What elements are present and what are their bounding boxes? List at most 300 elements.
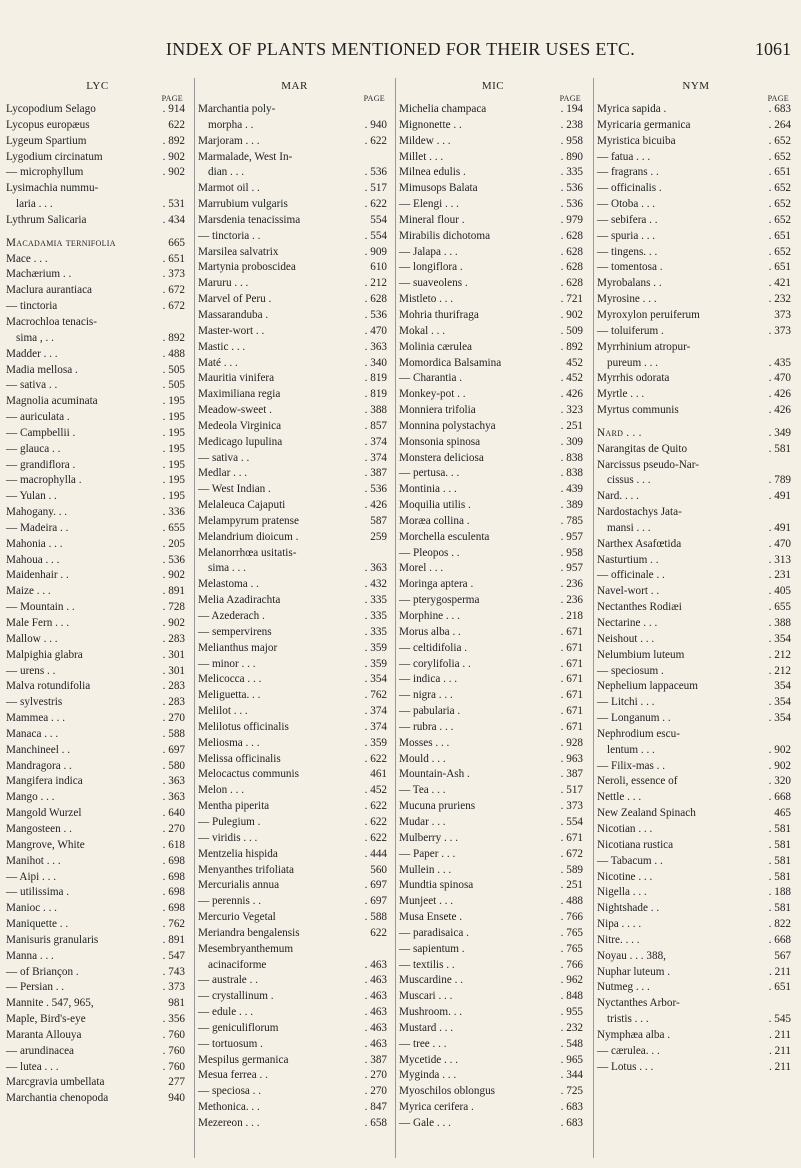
index-entry bbox=[597, 340, 795, 356]
entry-page: . 819 bbox=[364, 388, 387, 401]
entry-name: Melaleuca Cajaputi bbox=[198, 499, 286, 512]
index-entry bbox=[198, 878, 391, 894]
page-label: PAGE bbox=[559, 94, 581, 103]
entry-page: . 697 bbox=[162, 743, 185, 756]
entry-name: — glauca . . bbox=[6, 442, 61, 455]
entry-page: . 588 bbox=[162, 727, 185, 740]
index-entry bbox=[399, 989, 587, 1005]
entry-page: 465 bbox=[774, 807, 791, 820]
entry-name: Marsilea salvatrix bbox=[198, 245, 279, 258]
index-entry bbox=[399, 435, 587, 451]
entry-name: Melissa officinalis bbox=[198, 752, 281, 765]
entry-page: . 785 bbox=[560, 514, 583, 527]
index-entry bbox=[6, 1012, 189, 1028]
entry-name: Melianthus major bbox=[198, 641, 278, 654]
index-entry bbox=[198, 1005, 391, 1021]
entry-name: — tree . . . bbox=[399, 1037, 447, 1050]
entry-page: . 354 bbox=[768, 632, 791, 645]
entry-name: Molinia cærulea bbox=[399, 340, 473, 353]
entry-name: Melanorrhœa usitatis- bbox=[198, 546, 297, 559]
index-entry bbox=[597, 949, 795, 965]
entry-page: . 232 bbox=[560, 1021, 583, 1034]
index-entry bbox=[597, 727, 795, 743]
index-entry bbox=[6, 616, 189, 632]
entry-page: . 728 bbox=[162, 601, 185, 614]
index-entry bbox=[6, 1044, 189, 1060]
index-entry bbox=[198, 1053, 391, 1069]
index-entry bbox=[597, 584, 795, 600]
entry-name: Mountain-Ash . bbox=[399, 768, 470, 781]
entry-page: . 658 bbox=[364, 1117, 387, 1129]
entry-name: Milnea edulis . bbox=[399, 166, 466, 179]
entry-page: . 622 bbox=[364, 198, 387, 211]
entry-name: Muscari . . . bbox=[399, 990, 453, 1003]
entry-page: . 847 bbox=[364, 1101, 387, 1114]
index-entry bbox=[6, 394, 189, 410]
entry-name: Mullein . . . bbox=[399, 863, 452, 876]
entry-page: . 902 bbox=[162, 617, 185, 629]
index-entry bbox=[6, 118, 189, 134]
entry-page: 277 bbox=[168, 1076, 185, 1089]
entry-page: . 435 bbox=[768, 356, 791, 369]
entry-page: . 652 bbox=[768, 134, 791, 147]
entry-name: Maidenhair . . bbox=[6, 569, 69, 582]
entry-page: . 545 bbox=[768, 1013, 791, 1026]
index-entry bbox=[6, 134, 189, 150]
index-entry bbox=[597, 260, 795, 276]
entry-name: — pertusa. . . bbox=[399, 467, 460, 480]
entry-name: Myoschilos oblongus bbox=[399, 1085, 496, 1098]
entry-name: — tingens. . . bbox=[597, 245, 658, 258]
entry-page: . 463 bbox=[364, 1006, 387, 1019]
index-entry bbox=[6, 679, 189, 695]
page-label: PAGE bbox=[363, 94, 385, 103]
entry-name: Mandragora . . bbox=[6, 759, 72, 772]
index-entry bbox=[399, 799, 587, 815]
index-entry bbox=[198, 356, 391, 372]
entry-page: . 979 bbox=[560, 213, 583, 226]
index-entry bbox=[399, 704, 587, 720]
entry-page: 622 bbox=[168, 118, 185, 131]
entry-name: Myrobalans . . bbox=[597, 277, 662, 290]
entry-page: . 963 bbox=[560, 752, 583, 765]
entry-page: . 672 bbox=[162, 284, 185, 297]
index-entry bbox=[198, 1100, 391, 1116]
entry-name: Nicotine . . . bbox=[597, 870, 653, 883]
index-entry bbox=[198, 625, 391, 641]
entry-page: . 536 bbox=[364, 483, 387, 496]
index-entry bbox=[6, 790, 189, 806]
entry-page: . 251 bbox=[560, 419, 583, 432]
index-entry bbox=[597, 679, 795, 695]
index-entry bbox=[198, 736, 391, 752]
index-entry bbox=[6, 197, 189, 213]
entry-page: . 251 bbox=[560, 879, 583, 892]
entry-page: . 335 bbox=[560, 166, 583, 179]
entry-name: — grandiflora . bbox=[6, 458, 76, 471]
entry-name: Mundtia spinosa bbox=[399, 879, 474, 892]
index-entry bbox=[399, 546, 587, 562]
index-entry bbox=[399, 926, 587, 942]
index-entry bbox=[198, 831, 391, 847]
entry-name: Mangrove, White bbox=[6, 838, 85, 851]
entry-page: . 581 bbox=[768, 870, 791, 883]
index-entry bbox=[6, 774, 189, 790]
entry-name: Nicotian . . . bbox=[597, 822, 653, 835]
entry-page: . 374 bbox=[364, 435, 387, 448]
entry-page: . 698 bbox=[162, 854, 185, 867]
index-entry bbox=[198, 1084, 391, 1100]
entry-page: . 652 bbox=[768, 182, 791, 195]
entry-page: . 672 bbox=[560, 847, 583, 860]
index-entry bbox=[6, 521, 189, 537]
entry-name: Lygeum Spartium bbox=[6, 134, 87, 147]
entry-page: . 618 bbox=[162, 838, 185, 851]
entry-name: Manisuris granularis bbox=[6, 933, 99, 946]
index-entry bbox=[198, 989, 391, 1005]
entry-page: . 902 bbox=[768, 743, 791, 756]
entry-page: . 531 bbox=[162, 198, 185, 211]
entry-name: Michelia champaca bbox=[399, 103, 487, 115]
entry-name: Nymphæa alba . bbox=[597, 1028, 671, 1041]
entry-name: Menyanthes trifoliata bbox=[198, 863, 294, 876]
entry-page: . 909 bbox=[364, 245, 387, 258]
index-entry bbox=[6, 996, 189, 1012]
entry-name: — officinale . . bbox=[597, 569, 665, 582]
entry-page: . 212 bbox=[364, 277, 387, 290]
entry-page: . 188 bbox=[768, 886, 791, 899]
entry-page: . 671 bbox=[560, 705, 583, 718]
entry-page: 610 bbox=[370, 261, 387, 274]
entry-page: . 628 bbox=[560, 261, 583, 274]
entry-name: — Aipi . . . bbox=[6, 870, 57, 883]
index-entry bbox=[6, 664, 189, 680]
entry-page: . 354 bbox=[364, 673, 387, 686]
entry-name: Mahoua . . . bbox=[6, 553, 60, 566]
entry-name: Methonica. . . bbox=[198, 1101, 260, 1114]
entry-name: Mannite . 547, 965, bbox=[6, 997, 94, 1010]
entry-page: . 301 bbox=[162, 664, 185, 677]
entry-page: . 766 bbox=[560, 958, 583, 971]
entry-name: Nutmeg . . . bbox=[597, 981, 650, 994]
entry-page: . 505 bbox=[162, 379, 185, 392]
index-entry bbox=[597, 521, 795, 537]
entry-page: . 236 bbox=[560, 578, 583, 591]
index-entry bbox=[597, 489, 795, 505]
index-entry bbox=[597, 568, 795, 584]
page-header bbox=[0, 39, 801, 61]
entry-page: . 652 bbox=[768, 213, 791, 226]
entry-page: . 363 bbox=[364, 340, 387, 353]
entry-name: — pabularia . bbox=[399, 705, 461, 718]
entry-page: . 405 bbox=[768, 585, 791, 598]
entry-list bbox=[6, 102, 189, 1107]
index-entry bbox=[399, 688, 587, 704]
index-entry bbox=[198, 847, 391, 863]
entry-page: . 463 bbox=[364, 990, 387, 1003]
index-entry bbox=[198, 958, 391, 974]
entry-name: Myroxylon peruiferum bbox=[597, 308, 700, 321]
index-column-nym bbox=[597, 80, 795, 1075]
index-entry bbox=[399, 894, 587, 910]
index-entry bbox=[597, 150, 795, 166]
entry-page: . 957 bbox=[560, 562, 583, 575]
entry-name: Manna . . . bbox=[6, 949, 54, 962]
index-entry bbox=[198, 213, 391, 229]
entry-name: Mokal . . . bbox=[399, 324, 445, 337]
entry-name: New Zealand Spinach bbox=[597, 807, 696, 820]
index-entry bbox=[6, 181, 189, 197]
page-number: 1061 bbox=[755, 39, 791, 59]
entry-name: — Paper . . . bbox=[399, 847, 456, 860]
entry-name: Mangifera indica bbox=[6, 775, 83, 788]
entry-name: — Mountain . . bbox=[6, 601, 75, 614]
entry-page: . 683 bbox=[768, 103, 791, 115]
index-entry bbox=[6, 473, 189, 489]
index-entry bbox=[198, 546, 391, 562]
index-entry bbox=[399, 752, 587, 768]
entry-page: . 892 bbox=[162, 134, 185, 147]
entry-name: Madder . . . bbox=[6, 347, 58, 360]
index-entry bbox=[6, 584, 189, 600]
index-entry bbox=[399, 783, 587, 799]
entry-name: — indica . . . bbox=[399, 673, 458, 686]
entry-name: Nectanthes Rodiæi bbox=[597, 601, 682, 614]
index-entry bbox=[597, 1044, 795, 1060]
index-entry bbox=[597, 553, 795, 569]
index-entry bbox=[399, 657, 587, 673]
entry-name: — australe . . bbox=[198, 974, 258, 987]
index-entry bbox=[6, 1060, 189, 1076]
index-entry bbox=[597, 229, 795, 245]
entry-page: . 789 bbox=[768, 474, 791, 487]
index-entry bbox=[597, 885, 795, 901]
index-entry bbox=[597, 806, 795, 822]
index-entry bbox=[597, 838, 795, 854]
entry-page: . 270 bbox=[364, 1085, 387, 1098]
index-entry bbox=[399, 150, 587, 166]
index-entry bbox=[597, 1012, 795, 1028]
index-entry bbox=[198, 466, 391, 482]
entry-page: . 195 bbox=[162, 490, 185, 503]
index-entry bbox=[597, 505, 795, 521]
index-entry bbox=[6, 331, 189, 347]
entry-page: . 195 bbox=[162, 458, 185, 471]
entry-page: . 628 bbox=[560, 229, 583, 242]
entry-page: . 760 bbox=[162, 1028, 185, 1041]
index-entry bbox=[198, 894, 391, 910]
entry-page: . 374 bbox=[364, 451, 387, 464]
entry-name: Moquilia utilis . bbox=[399, 499, 471, 512]
entry-page: . 426 bbox=[364, 499, 387, 512]
index-entry bbox=[399, 831, 587, 847]
entry-page: . 589 bbox=[560, 863, 583, 876]
entry-page: . 232 bbox=[768, 293, 791, 306]
index-entry bbox=[198, 561, 391, 577]
entry-page: . 698 bbox=[162, 886, 185, 899]
index-entry bbox=[198, 1021, 391, 1037]
index-entry bbox=[399, 134, 587, 150]
entry-page: . 505 bbox=[162, 363, 185, 376]
entry-page: . 374 bbox=[364, 720, 387, 733]
index-entry bbox=[399, 1100, 587, 1116]
entry-page: . 698 bbox=[162, 902, 185, 915]
entry-page: . 434 bbox=[162, 213, 185, 226]
index-entry bbox=[597, 426, 795, 442]
index-entry bbox=[198, 181, 391, 197]
index-entry bbox=[597, 197, 795, 213]
entry-page: . 426 bbox=[768, 388, 791, 401]
entry-page: . 313 bbox=[768, 553, 791, 566]
entry-page: . 517 bbox=[560, 784, 583, 797]
entry-name: — West Indian . bbox=[198, 483, 271, 496]
index-entry bbox=[198, 609, 391, 625]
index-entry bbox=[399, 609, 587, 625]
entry-page: . 470 bbox=[768, 372, 791, 385]
entry-page: . 354 bbox=[768, 712, 791, 725]
index-entry bbox=[597, 181, 795, 197]
entry-page: . 928 bbox=[560, 736, 583, 749]
entry-name: pureum . . . bbox=[607, 356, 658, 369]
entry-name: Mangosteen . . bbox=[6, 822, 72, 835]
entry-name: Millet . . . bbox=[399, 150, 444, 163]
entry-page: . 426 bbox=[768, 404, 791, 417]
entry-page: . 652 bbox=[768, 150, 791, 163]
entry-name: Narcissus pseudo-Nar- bbox=[597, 458, 699, 471]
entry-name: Maximiliana regia bbox=[198, 388, 281, 401]
entry-name: Melastoma . . bbox=[198, 578, 259, 591]
entry-name: Mercurialis annua bbox=[198, 879, 280, 892]
index-entry bbox=[597, 790, 795, 806]
entry-name: Mammea . . . bbox=[6, 712, 66, 725]
entry-name: — Tabacum . . bbox=[597, 854, 663, 867]
entry-name: Munjeet . . . bbox=[399, 895, 454, 908]
index-entry bbox=[399, 498, 587, 514]
entry-name: Maniquette . . bbox=[6, 918, 69, 931]
index-entry bbox=[6, 648, 189, 664]
entry-name: Macrochloa tenacis- bbox=[6, 315, 98, 328]
index-entry bbox=[597, 213, 795, 229]
index-entry bbox=[399, 324, 587, 340]
entry-name: — Gale . . . bbox=[399, 1117, 451, 1129]
entry-name: Myrosine . . . bbox=[597, 293, 657, 306]
entry-name: Moræa collina . bbox=[399, 514, 470, 527]
entry-name: Maclura aurantiaca bbox=[6, 284, 93, 297]
entry-page: . 892 bbox=[162, 331, 185, 344]
index-entry bbox=[198, 419, 391, 435]
entry-name: Manioc . . . bbox=[6, 902, 57, 915]
entry-page: 560 bbox=[370, 863, 387, 876]
index-entry bbox=[399, 530, 587, 546]
index-entry bbox=[597, 996, 795, 1012]
entry-page: . 581 bbox=[768, 854, 791, 867]
entry-page: . 309 bbox=[560, 435, 583, 448]
entry-page: . 373 bbox=[162, 268, 185, 281]
index-entry bbox=[399, 593, 587, 609]
entry-name: Mildew . . . bbox=[399, 134, 451, 147]
entry-name: Massaranduba . bbox=[198, 308, 269, 321]
entry-name: — suaveolens . bbox=[399, 277, 468, 290]
entry-name: Marsdenia tenacissima bbox=[198, 213, 301, 226]
index-entry bbox=[6, 426, 189, 442]
entry-page: . 463 bbox=[364, 958, 387, 971]
entry-name: Mercurio Vegetal bbox=[198, 911, 276, 924]
entry-page: . 554 bbox=[560, 815, 583, 828]
entry-page: . 955 bbox=[560, 1006, 583, 1019]
index-column-mic bbox=[399, 80, 587, 1132]
entry-name: — longiflora . bbox=[399, 261, 463, 274]
entry-name: Moringa aptera . bbox=[399, 578, 474, 591]
entry-name: — paradisaica . bbox=[399, 926, 469, 939]
entry-page: . 205 bbox=[162, 537, 185, 550]
entry-name: Noyau . . . 388, bbox=[597, 949, 666, 962]
index-entry bbox=[6, 949, 189, 965]
index-entry bbox=[6, 695, 189, 711]
entry-name: Mahogany. . . bbox=[6, 506, 68, 519]
index-entry bbox=[399, 276, 587, 292]
entry-page: . 902 bbox=[560, 308, 583, 321]
entry-name: Mesua ferrea . . bbox=[198, 1069, 268, 1082]
index-entry bbox=[6, 965, 189, 981]
entry-name: — Lotus . . . bbox=[597, 1060, 654, 1073]
index-entry bbox=[399, 815, 587, 831]
entry-name: Meliosma . . . bbox=[198, 736, 260, 749]
index-entry bbox=[198, 260, 391, 276]
index-entry bbox=[399, 672, 587, 688]
entry-name: — edule . . . bbox=[198, 1006, 253, 1019]
entry-name: — crystallinum . bbox=[198, 990, 274, 1003]
index-entry bbox=[399, 910, 587, 926]
entry-page: . 536 bbox=[560, 198, 583, 211]
entry-name: — tomentosa . bbox=[597, 261, 663, 274]
entry-name: Martynia proboscidea bbox=[198, 261, 296, 274]
entry-page: . 373 bbox=[768, 324, 791, 337]
index-entry bbox=[597, 917, 795, 933]
column-heading: MIC bbox=[481, 80, 505, 92]
entry-name: — utilissima . bbox=[6, 886, 70, 899]
entry-page: . 195 bbox=[162, 474, 185, 487]
entry-page: . 388 bbox=[768, 617, 791, 629]
entry-name: Mushroom. . . bbox=[399, 1006, 463, 1019]
entry-page: . 335 bbox=[364, 610, 387, 622]
index-entry bbox=[198, 973, 391, 989]
entry-name: Myrtle . . . bbox=[597, 388, 645, 401]
entry-page: . 628 bbox=[364, 293, 387, 306]
entry-name: — Jalapa . . . bbox=[399, 245, 458, 258]
entry-name: Nuphar luteum . bbox=[597, 965, 671, 978]
entry-page: . 463 bbox=[364, 1037, 387, 1050]
index-entry bbox=[6, 347, 189, 363]
entry-page: . 231 bbox=[768, 569, 791, 582]
entry-page: . 195 bbox=[162, 395, 185, 408]
entry-page: . 958 bbox=[560, 546, 583, 559]
entry-page: . 697 bbox=[364, 879, 387, 892]
index-entry bbox=[597, 600, 795, 616]
index-entry bbox=[399, 245, 587, 261]
entry-page: . 536 bbox=[560, 182, 583, 195]
entry-name: Nard . . . bbox=[597, 426, 642, 439]
index-entry bbox=[6, 378, 189, 394]
entry-page: . 651 bbox=[162, 252, 185, 265]
entry-page: 940 bbox=[168, 1092, 185, 1105]
entry-page: . 349 bbox=[768, 426, 791, 439]
entry-name: — textilis . . bbox=[399, 958, 455, 971]
entry-name: Nardostachys Jata- bbox=[597, 506, 682, 519]
entry-name: — Persian . . bbox=[6, 981, 65, 994]
entry-name: — arundinacea bbox=[6, 1044, 75, 1057]
entry-name: Mudar . . . bbox=[399, 815, 446, 828]
index-entry bbox=[399, 514, 587, 530]
